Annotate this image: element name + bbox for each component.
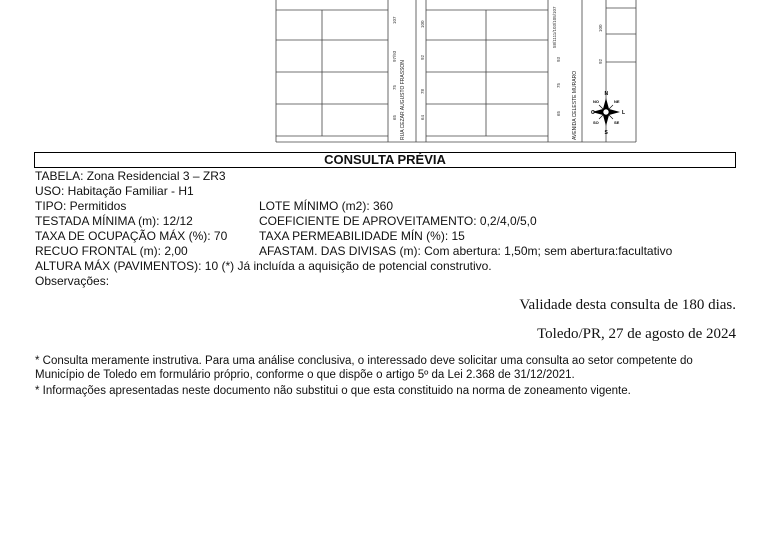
tabela-text: TABELA: Zona Residencial 3 – ZR3: [35, 169, 226, 183]
lot-number: 58/1111/103/105/107: [552, 6, 557, 48]
lot-number: 78: [420, 88, 425, 94]
validity-text: Validade desta consulta de 180 dias.: [519, 297, 736, 313]
street-label-right: AVENIDA CELESTE MURARO: [572, 70, 578, 140]
note-2: * Informações apresentadas neste documento não substitui o que esta constituido na norma de zoneamento vigente.: [35, 385, 631, 397]
lot-numbers-left: [392, 16, 425, 120]
lot-number: 97/93: [392, 50, 397, 62]
compass-ne: NE: [614, 99, 620, 104]
place-date-text: Toledo/PR, 27 de agosto de 2024: [537, 326, 736, 342]
lot-number: 107: [392, 16, 397, 24]
lot-number: 93: [556, 56, 561, 62]
compass-n: N: [604, 91, 609, 97]
testada-minima-text: TESTADA MÍNIMA (m): 12/12: [35, 214, 193, 228]
compass-so: SO: [593, 120, 599, 125]
lot-number: 64: [420, 114, 425, 120]
compass-se: SE: [614, 120, 620, 125]
consulta-previa-title: CONSULTA PRÉVIA: [34, 152, 736, 168]
uso-text: USO: Habitação Familiar - H1: [35, 184, 194, 198]
lot-number: 65: [556, 110, 561, 116]
lot-number: 100: [420, 20, 425, 28]
observacoes-label: Observações:: [35, 274, 110, 288]
tipo-text: TIPO: Permitidos: [35, 199, 127, 213]
note-1: * Consulta meramente instrutiva. Para uma análise conclusiva, o interessado deve solicitar uma consulta ao setor competente do Município de Toledo em formulário próprio, conforme o que dispõe o artigo 5º da Lei 2.368 de 31/12/2021.: [35, 355, 693, 381]
zoning-map: [0, 0, 781, 148]
street-label-left: RUA CEZAR AUGUSTO FRASSON: [400, 60, 406, 140]
lot-number: 100: [598, 24, 603, 32]
compass-o: O: [591, 110, 595, 116]
compass-s: S: [604, 130, 608, 136]
altura-max-text: ALTURA MÁX (PAVIMENTOS): 10 (*) Já incluída a aquisição de potencial construtivo.: [35, 259, 492, 273]
coeficiente-text: COEFICIENTE DE APROVEITAMENTO: 0,2/4,0/5,0: [259, 214, 537, 228]
lot-number: 92: [420, 54, 425, 60]
compass-rose-icon: [591, 91, 625, 136]
compass-no: NO: [593, 99, 599, 104]
compass-l: L: [622, 110, 626, 116]
taxa-ocupacao-text: TAXA DE OCUPAÇÃO MÁX (%): 70: [35, 229, 228, 243]
lot-number: 75: [392, 84, 397, 90]
afastamento-text: AFASTAM. DAS DIVISAS (m): Com abertura: 1,50m; sem abertura:facultativo: [259, 244, 673, 258]
recuo-frontal-text: RECUO FRONTAL (m): 2,00: [35, 244, 188, 258]
taxa-permeabilidade-text: TAXA PERMEABILIDADE MÍN (%): 15: [259, 229, 465, 243]
lot-number: 75: [556, 82, 561, 88]
lot-number: 92: [598, 58, 603, 64]
lote-minimo-text: LOTE MÍNIMO (m2): 360: [259, 199, 394, 213]
lot-number: 65: [392, 114, 397, 120]
